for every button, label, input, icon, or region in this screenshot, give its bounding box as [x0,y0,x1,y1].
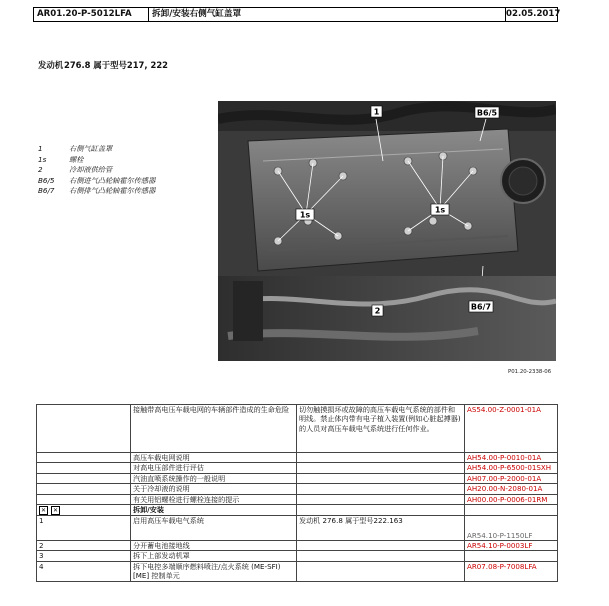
document-header [33,7,561,22]
figure-id: P01.20-2338-06 [508,369,552,375]
document-date: 02.05.2017 [506,9,561,19]
reference-link[interactable]: AS54.00-Z-0001-01A [465,405,558,453]
table-row: 对高电压部件进行评估 AH54.00-P-6500-01SXH [37,463,558,473]
legend-item: 1 右侧气缸盖罩 [38,144,113,153]
table-row: 关于冷却液的说明 AH20.00-N-2080-01A [37,484,558,494]
callout-1: 1 [373,107,380,117]
reference-link[interactable]: AR54.10-P-1150LF [465,516,558,541]
legend-item: B6/5 右侧进气凸轮轴霍尔传感器 [38,175,156,185]
reference-link[interactable]: AR07.08-P-7008LFA [465,561,558,581]
legend-item: B6/7 右侧排气凸轮轴霍尔传感器 [38,186,156,196]
callout-b6-5: B6/5 [476,108,498,118]
table-row: 高压车载电网说明 AH54.00-P-0010-01A [37,453,558,463]
table-row [37,505,558,516]
table-row: 2 分开蓄电池接地线 AR54.10-P-0003LF [37,541,558,551]
document-title: 拆卸/安装右侧气缸盖罩 [152,9,242,19]
table-row: 4 拆下电控多端顺序燃料喷注/点火系统 (ME-SFI) [ME] 控制单元 AR07.08-P-7008LFA [37,561,558,581]
engine-photo [218,101,556,361]
legend-item: 1s 螺栓 [38,154,84,164]
table-row: 接触带高电压车载电网的车辆部件造成的生命危险 切勿触摸损坏或故障的高压车载电气系统的部件和明线。禁止体内带有电子植入装置(例如心脏起搏器)的人员对高压车载电气系统进行任何作业。 AS54.00-Z-0001-01A [37,405,558,453]
section-heading: 拆卸/安装 [131,505,297,516]
table-row: 3 拆下上部发动机罩 [37,551,558,561]
reference-link[interactable]: AH00.00-P-0006-01RM [465,494,558,504]
callout-b6-7: B6/7 [470,302,492,312]
engine-model: 276.8 属于型号217, 222 [64,60,168,70]
procedure-table [36,404,558,582]
wrench-icon: ✕ [52,507,59,515]
engine-label: 发动机 [38,60,64,70]
callout-1s-right: 1s [434,205,446,215]
document-id: AR01.20-P-5012LFA [34,8,149,21]
figure-legend [38,144,155,197]
table-row: 汽油直喷系统操作的一般说明 AH07.00-P-2000-01A [37,473,558,483]
callout-2: 2 [374,306,381,316]
reference-link[interactable]: AH54.00-P-6500-01SXH [465,463,558,473]
tool-icon: ✕ [40,507,47,515]
legend-item: 2 冷却液供给管 [38,165,113,175]
callout-1s-left: 1s [299,210,311,220]
reference-link[interactable]: AR54.10-P-0003LF [465,541,558,551]
table-row: 1 启用高压车载电气系统 发动机 276.8 属于型号222.163 AR54.10-P-1150LF [37,516,558,541]
reference-link[interactable]: AH20.00-N-2080-01A [465,484,558,494]
table-row: 有关用铝螺栓进行螺栓连接的提示 AH00.00-P-0006-01RM [37,494,558,504]
reference-link[interactable]: AH54.00-P-0010-01A [465,453,558,463]
reference-link[interactable]: AH07.00-P-2000-01A [465,473,558,483]
engine-illustration [218,101,556,361]
section-icons [39,505,128,515]
